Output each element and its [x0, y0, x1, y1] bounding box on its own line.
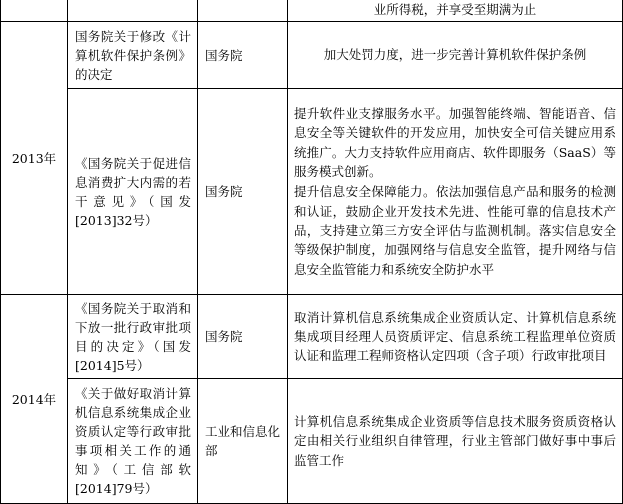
content-paragraph: 取消计算机信息系统集成企业资质认定、计算机信息系统集成项目经理人员资质评定、信息系统工程监理单位资质认证和监理工程师资格认定四项（含子项）行政审批项目	[294, 309, 616, 364]
document-cell-empty	[68, 0, 198, 22]
content-paragraph: 业所得税，并享受至期满为止	[373, 1, 537, 17]
year-cell: 2014年	[1, 295, 68, 504]
content-cell	[288, 379, 623, 504]
department-cell: 国务院	[198, 295, 288, 379]
content-cell	[288, 89, 623, 295]
content-paragraph: 加大处罚力度，进一步完善计算机软件保护条例	[323, 47, 587, 63]
table-row	[1, 379, 623, 504]
table-row	[1, 22, 623, 89]
table-row	[1, 295, 623, 379]
table-row-continuation	[1, 0, 623, 22]
content-paragraph: 提升软件业支撑服务水平。加强智能终端、智能语音、信息安全等关键软件的开发应用，加快安全可信关键应用系统推广。大力支持软件应用商店、软件即服务（SaaS）等服务模式创新。	[294, 106, 616, 180]
department-cell: 工业和信息化部	[198, 379, 288, 504]
department-cell: 国务院	[198, 89, 288, 295]
document-cell: 国务院关于修改《计算机软件保护条例》的决定	[68, 22, 198, 89]
table-row	[1, 89, 623, 295]
content-cell	[288, 0, 623, 22]
document-cell: 《国务院关于取消和下放一批行政审批项目的决定》（国发[2014]5号）	[68, 295, 198, 379]
document-cell: 《关于做好取消计算机信息系统集成企业资质认定等行政审批事项相关工作的通知》（工信部软[2014]79号）	[68, 379, 198, 504]
content-cell	[288, 295, 623, 379]
content-paragraph: 计算机信息系统集成企业资质等信息技术服务资质资格认定由相关行业组织自律管理，行业主管部门做好事中事后监管工作	[294, 414, 616, 468]
department-cell-empty	[198, 0, 288, 22]
year-cell-empty	[1, 0, 68, 22]
year-cell: 2013年	[1, 22, 68, 295]
content-paragraph: 提升信息安全保障能力。依法加强信息产品和服务的检测和认证，鼓励企业开发技术先进、性能可靠的信息技术产品，支持建立第三方安全评估与监测机制。落实信息安全等级保护制度，加强网络与信息安全监管，提升网络与信息安全监管能力和系统安全防护水平	[294, 184, 616, 277]
department-cell: 国务院	[198, 22, 288, 89]
document-cell: 《国务院关于促进信息消费扩大内需的若干意见》（国发[2013]32号）	[68, 89, 198, 295]
content-cell	[288, 22, 623, 89]
